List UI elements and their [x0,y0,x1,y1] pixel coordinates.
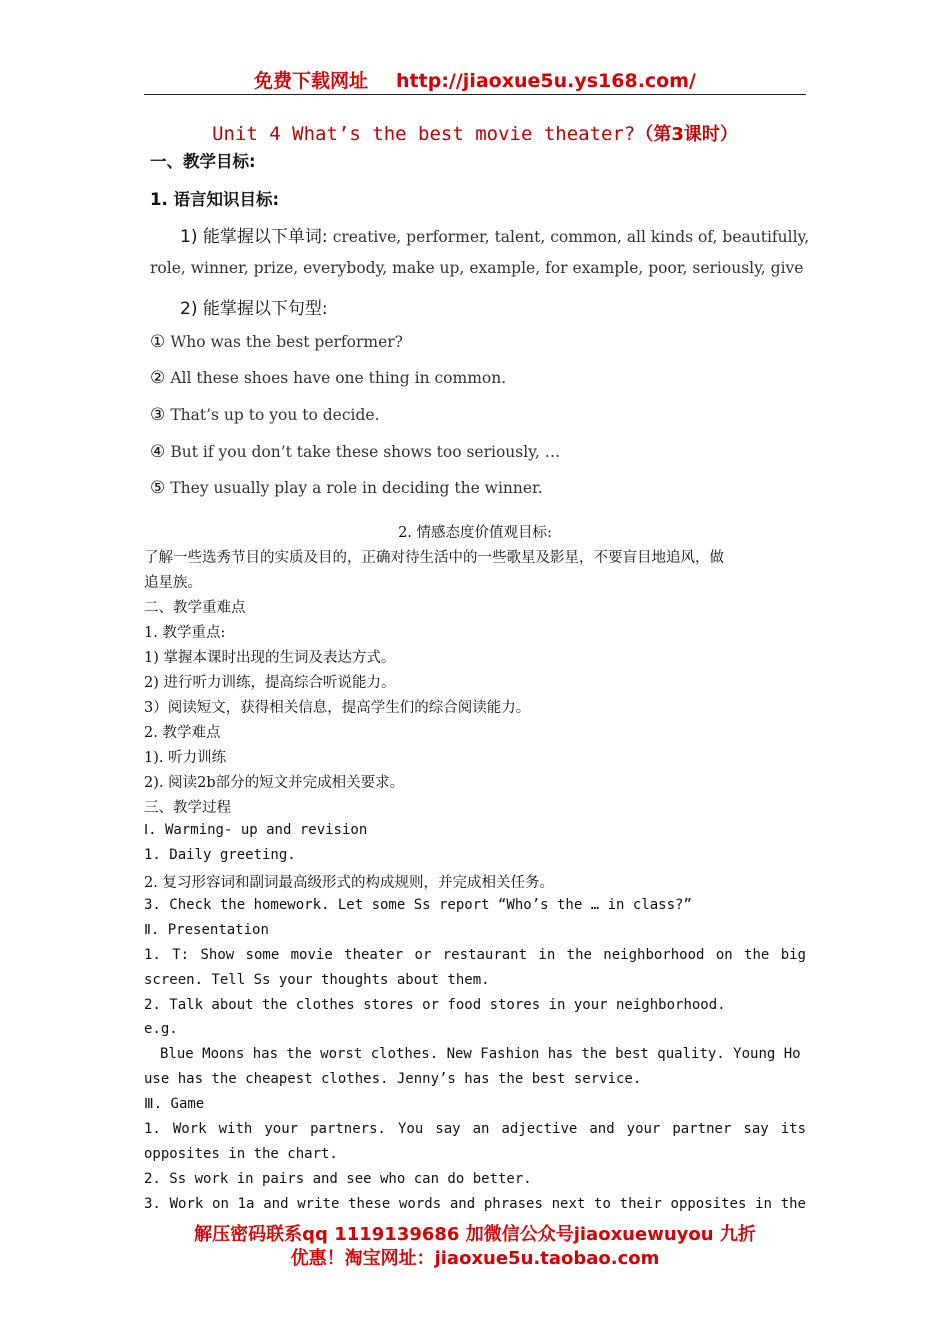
part3-item1-line1: 1. Work with your partners. You say an adjective and your partner say its [144,1121,806,1137]
part2-heading: Ⅱ. Presentation [144,922,269,938]
header-url-link[interactable]: http://jiaoxue5u.ys168.com/ [396,70,696,92]
difficult-points-heading: 2. 教学难点 [144,725,221,741]
part1-heading: Ⅰ. Warming- up and revision [144,822,368,838]
page-title [0,120,950,146]
sentence-number: ① [150,332,166,352]
section1-sub1: 1. 语言知识目标: [150,190,280,209]
sentence-number: ② [150,368,166,388]
sentence-number: ⑤ [150,478,166,498]
sentence-item [150,442,560,462]
header-label: 免费下载网址 [254,70,369,92]
title-english: Unit 4 What’s the best movie theater? [212,123,636,145]
vocab-words1: creative, performer, talent, common, all kinds of, beautifully, [332,228,810,246]
key-points-heading: 1. 教学重点: [144,625,226,641]
sentence-item [150,405,380,425]
section3-heading: 三、教学过程 [144,800,231,816]
vocab-line1 [180,222,809,247]
section1-heading: 一、教学目标: [150,152,256,171]
part3-item3: 3. Work on 1a and write these words and phrases next to their opposites in the [144,1196,806,1212]
difficult-point-item: 1). 听力训练 [144,750,227,766]
section2-heading: 二、教学重难点 [144,600,246,616]
attitude-line1: 了解一些选秀节目的实质及目的，正确对待生活中的一些歌星及影星，不要盲目地追风，做 [144,550,724,566]
example-line2: use has the cheapest clothes. Jenny’s has the best service. [144,1071,642,1087]
part1-item: 2. 复习形容词和副词最高级形式的构成规则，并完成相关任务。 [144,875,554,891]
sentence-text: They usually play a role in deciding the winner. [170,479,543,497]
page-header [0,66,950,93]
title-lesson: （第3课时） [635,124,738,145]
part3-item1-line2: opposites in the chart. [144,1146,338,1162]
part2-item2: 2. Talk about the clothes stores or food stores in your neighborhood. [144,997,726,1013]
sentence-text: All these shoes have one thing in common. [170,369,507,387]
sentence-number: ④ [150,442,166,462]
part1-item: 1. Daily greeting. [144,847,296,863]
part3-item2: 2. Ss work in pairs and see who can do better. [144,1171,532,1187]
part3-heading: Ⅲ. Game [144,1096,205,1112]
part2-item1-line1: 1. T: Show some movie theater or restaurant in the neighborhood on the big [144,947,806,963]
sentence-item [150,332,403,352]
sentence-text: But if you don’t take these shows too seriously, … [170,443,561,461]
part1-item: 3. Check the homework. Let some Ss report “Who’s the … in class?” [144,897,692,913]
difficult-point-item: 2). 阅读2b部分的短文并完成相关要求。 [144,775,405,791]
vocab-label: 1) 能掌握以下单词: [180,227,328,247]
example-line1: Blue Moons has the worst clothes. New Fashion has the best quality. Young Ho [160,1046,801,1062]
sentence-item [150,368,506,388]
key-point-item: 3）阅读短文，获得相关信息，提高学生们的综合阅读能力。 [144,700,531,716]
footer-line1: 解压密码联系qq 1119139686 加微信公众号jiaoxuewuyou 九折 [194,1224,756,1245]
sentence-text: Who was the best performer? [170,333,403,351]
part2-item1-line2: screen. Tell Ss your thoughts about them. [144,972,490,988]
section1-sub2: 2. 情感态度价值观目标: [398,525,552,541]
header-divider [144,94,806,95]
sentence-label: 2) 能掌握以下句型: [180,299,328,319]
sentence-number: ③ [150,405,166,425]
key-point-item: 2) 进行听力训练，提高综合听说能力。 [144,675,396,691]
sentence-text: That’s up to you to decide. [170,406,380,424]
sentence-item [150,478,543,498]
footer-line2: 优惠！淘宝网址：jiaoxue5u.taobao.com [290,1248,660,1269]
key-point-item: 1) 掌握本课时出现的生词及表达方式。 [144,650,396,666]
vocab-line2: role, winner, prize, everybody, make up, example, for example, poor, seriously, give [150,259,804,277]
attitude-line2: 追星族。 [144,575,202,591]
example-label: e.g. [144,1021,178,1037]
